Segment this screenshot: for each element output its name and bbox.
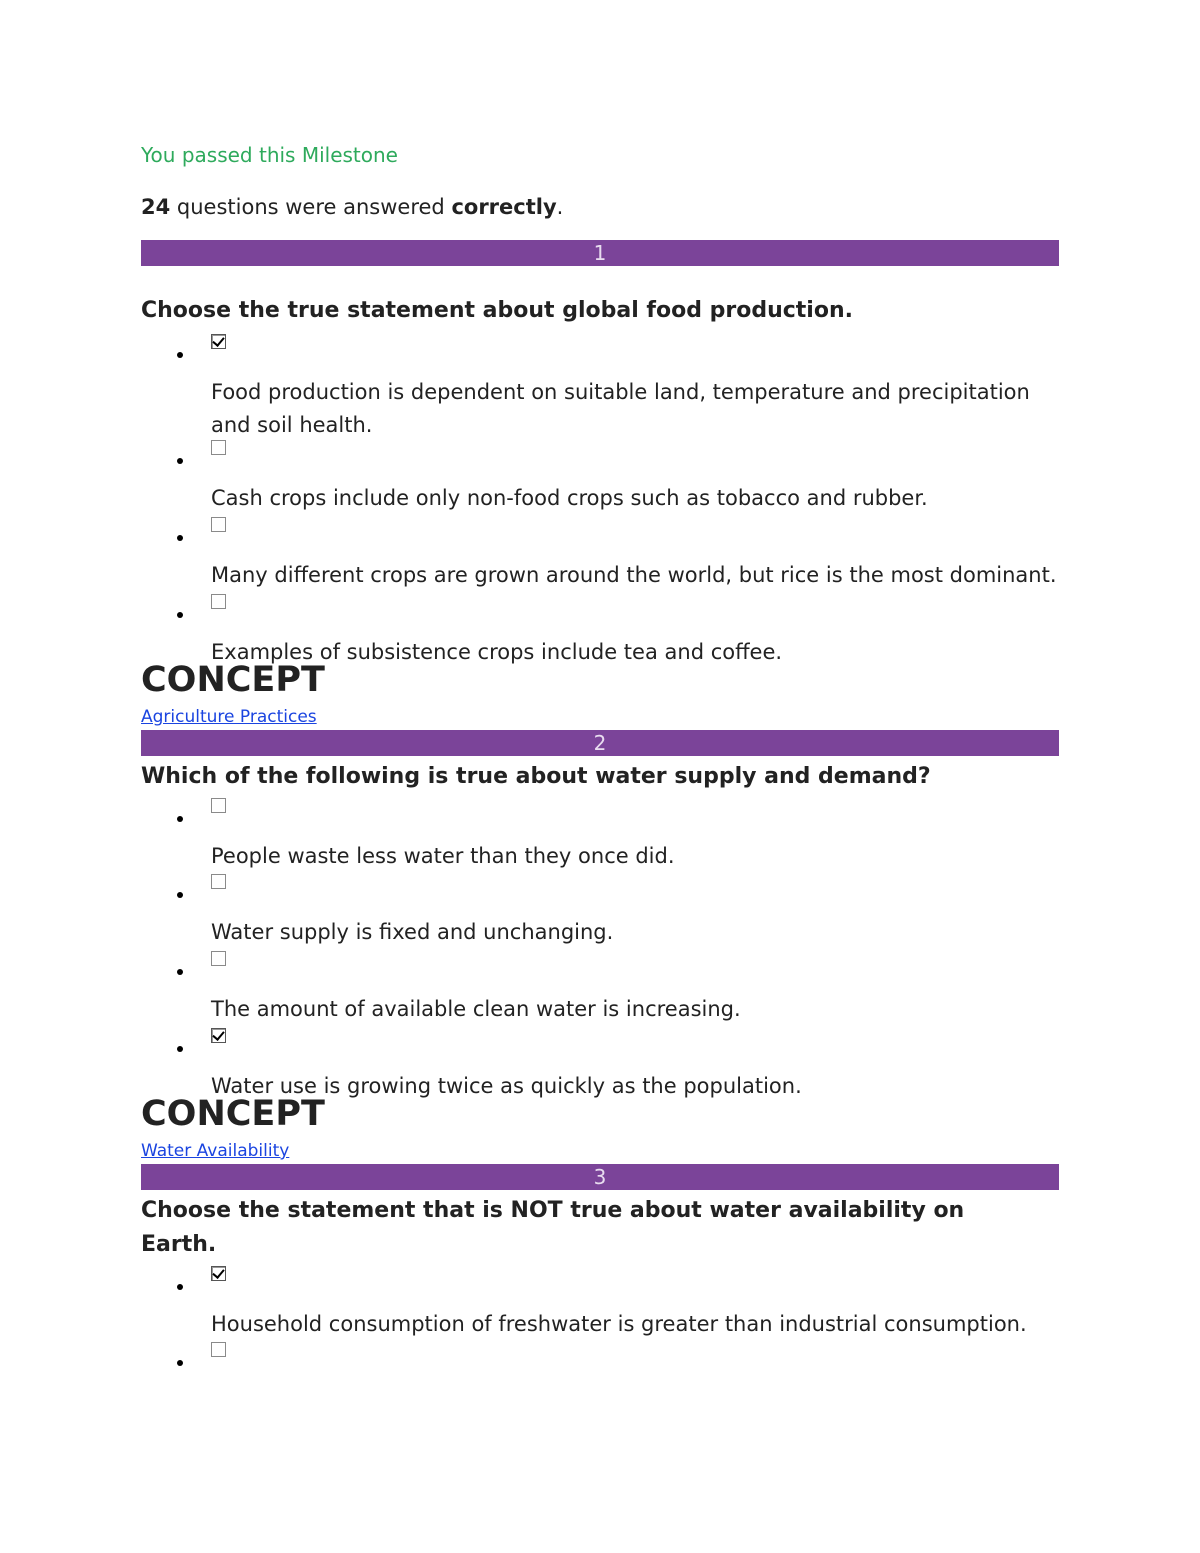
bullet-icon	[177, 1360, 183, 1366]
score-summary	[141, 192, 1059, 222]
concept-link[interactable]: Water Availability	[141, 1141, 290, 1161]
checkbox-icon[interactable]	[211, 951, 226, 966]
question-prompt: Which of the following is true about water supply and demand?	[141, 764, 931, 789]
answer-text: Many different crops are grown around the world, but rice is the most dominant.	[211, 563, 1057, 587]
checkbox-checked-icon[interactable]	[211, 334, 226, 349]
checkbox-icon[interactable]	[211, 1342, 226, 1357]
answer-option	[141, 951, 1059, 1026]
bullet-icon	[177, 1284, 183, 1290]
answer-options	[141, 334, 1059, 664]
concept-heading: CONCEPT	[141, 660, 325, 700]
checkbox-checked-icon[interactable]	[211, 1266, 226, 1281]
answer-options	[141, 798, 1059, 1098]
answer-option	[141, 1266, 1059, 1340]
answer-option	[141, 1342, 1059, 1382]
checkbox-icon[interactable]	[211, 517, 226, 532]
checkbox-icon[interactable]	[211, 594, 226, 609]
pass-status: You passed this Milestone	[141, 143, 398, 167]
question-number-bar: 2	[141, 730, 1059, 756]
answer-option	[141, 440, 1059, 515]
question-prompt: Choose the true statement about global food production.	[141, 298, 853, 323]
answer-text: Cash crops include only non-food crops such as tobacco and rubber.	[211, 486, 928, 510]
answer-text: Water supply is fixed and unchanging.	[211, 920, 614, 944]
bullet-icon	[177, 458, 183, 464]
answer-option	[141, 1028, 1059, 1098]
answer-text: Examples of subsistence crops include tea and coffee.	[211, 640, 783, 664]
answer-option	[141, 594, 1059, 664]
checkbox-icon[interactable]	[211, 440, 226, 455]
question-number-bar: 3	[141, 1164, 1059, 1190]
score-emphasis: correctly	[451, 195, 557, 219]
score-end: .	[556, 195, 564, 219]
answer-text: Water use is growing twice as quickly as the population.	[211, 1074, 802, 1098]
question-number-bar: 1	[141, 240, 1059, 266]
bullet-icon	[177, 1046, 183, 1052]
checkbox-icon[interactable]	[211, 798, 226, 813]
checkbox-icon[interactable]	[211, 874, 226, 889]
bullet-icon	[177, 352, 183, 358]
concept-link[interactable]: Agriculture Practices	[141, 707, 317, 727]
checkbox-checked-icon[interactable]	[211, 1028, 226, 1043]
question-prompt: Choose the statement that is NOT true about water availability on Earth.	[141, 1198, 965, 1257]
answer-option	[141, 798, 1059, 872]
score-text: questions were answered	[170, 195, 452, 219]
answer-options	[141, 1266, 1059, 1382]
answer-text: Household consumption of freshwater is greater than industrial consumption.	[211, 1312, 1027, 1336]
answer-text: People waste less water than they once did.	[211, 844, 675, 868]
answer-option	[141, 874, 1059, 949]
bullet-icon	[177, 892, 183, 898]
milestone-results	[141, 140, 1059, 1382]
bullet-icon	[177, 816, 183, 822]
answer-option	[141, 334, 1059, 438]
bullet-icon	[177, 535, 183, 541]
answer-option	[141, 517, 1059, 592]
bullet-icon	[177, 612, 183, 618]
answer-text: The amount of available clean water is increasing.	[211, 997, 741, 1021]
answer-text: Food production is dependent on suitable land, temperature and precipitation and soil health.	[211, 380, 1030, 437]
concept-heading: CONCEPT	[141, 1094, 325, 1134]
correct-count: 24	[141, 195, 171, 219]
bullet-icon	[177, 969, 183, 975]
